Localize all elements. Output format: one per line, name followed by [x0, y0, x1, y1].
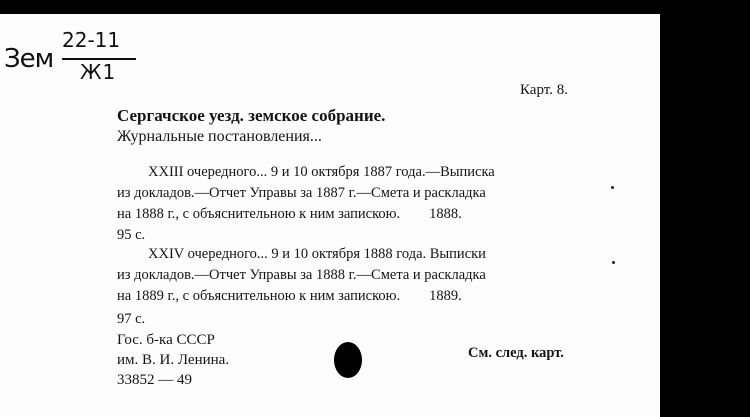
card-subtitle: Журнальные постановления...: [117, 128, 322, 145]
handwritten-prefix: Зем: [4, 44, 54, 74]
library-line-3: 33852 — 49: [117, 372, 192, 388]
card-number: Карт. 8.: [520, 82, 568, 98]
entry-2-line-1: XXIV очередного... 9 и 10 октября 1888 года. Выписки: [148, 246, 486, 262]
entry-1-line-1: XXIII очередного... 9 и 10 октября 1887 года.—Выписка: [148, 164, 495, 180]
library-line-2: им. В. И. Ленина.: [117, 352, 230, 368]
entry-2-line-3: на 1889 г., с объяснительною к ним запискою. 1889.: [117, 288, 462, 304]
card-title: Сергачское уезд. земское собрание.: [117, 106, 386, 125]
entry-1-pages: 95 с.: [117, 227, 146, 243]
handwritten-shelf-denominator: Ж1: [80, 60, 117, 84]
entry-1-line-2: из докладов.—Отчет Управы за 1887 г.—Смета и раскладка: [117, 185, 486, 201]
speck-mark: [612, 261, 615, 264]
handwritten-shelf-number: 22-11: [62, 28, 121, 52]
speck-mark: [611, 186, 614, 189]
catalog-card: [0, 14, 660, 417]
entry-2-line-2: из докладов.—Отчет Управы за 1888 г.—Смета и раскладка: [117, 267, 486, 283]
card-punch-hole: [334, 342, 362, 378]
entry-2-pages: 97 с.: [117, 311, 146, 327]
library-line-1: Гос. б-ка СССР: [117, 332, 215, 348]
entry-1-line-3: на 1888 г., с объяснительною к ним запискою. 1888.: [117, 206, 462, 222]
continuation-note: См. след. карт.: [468, 345, 564, 361]
